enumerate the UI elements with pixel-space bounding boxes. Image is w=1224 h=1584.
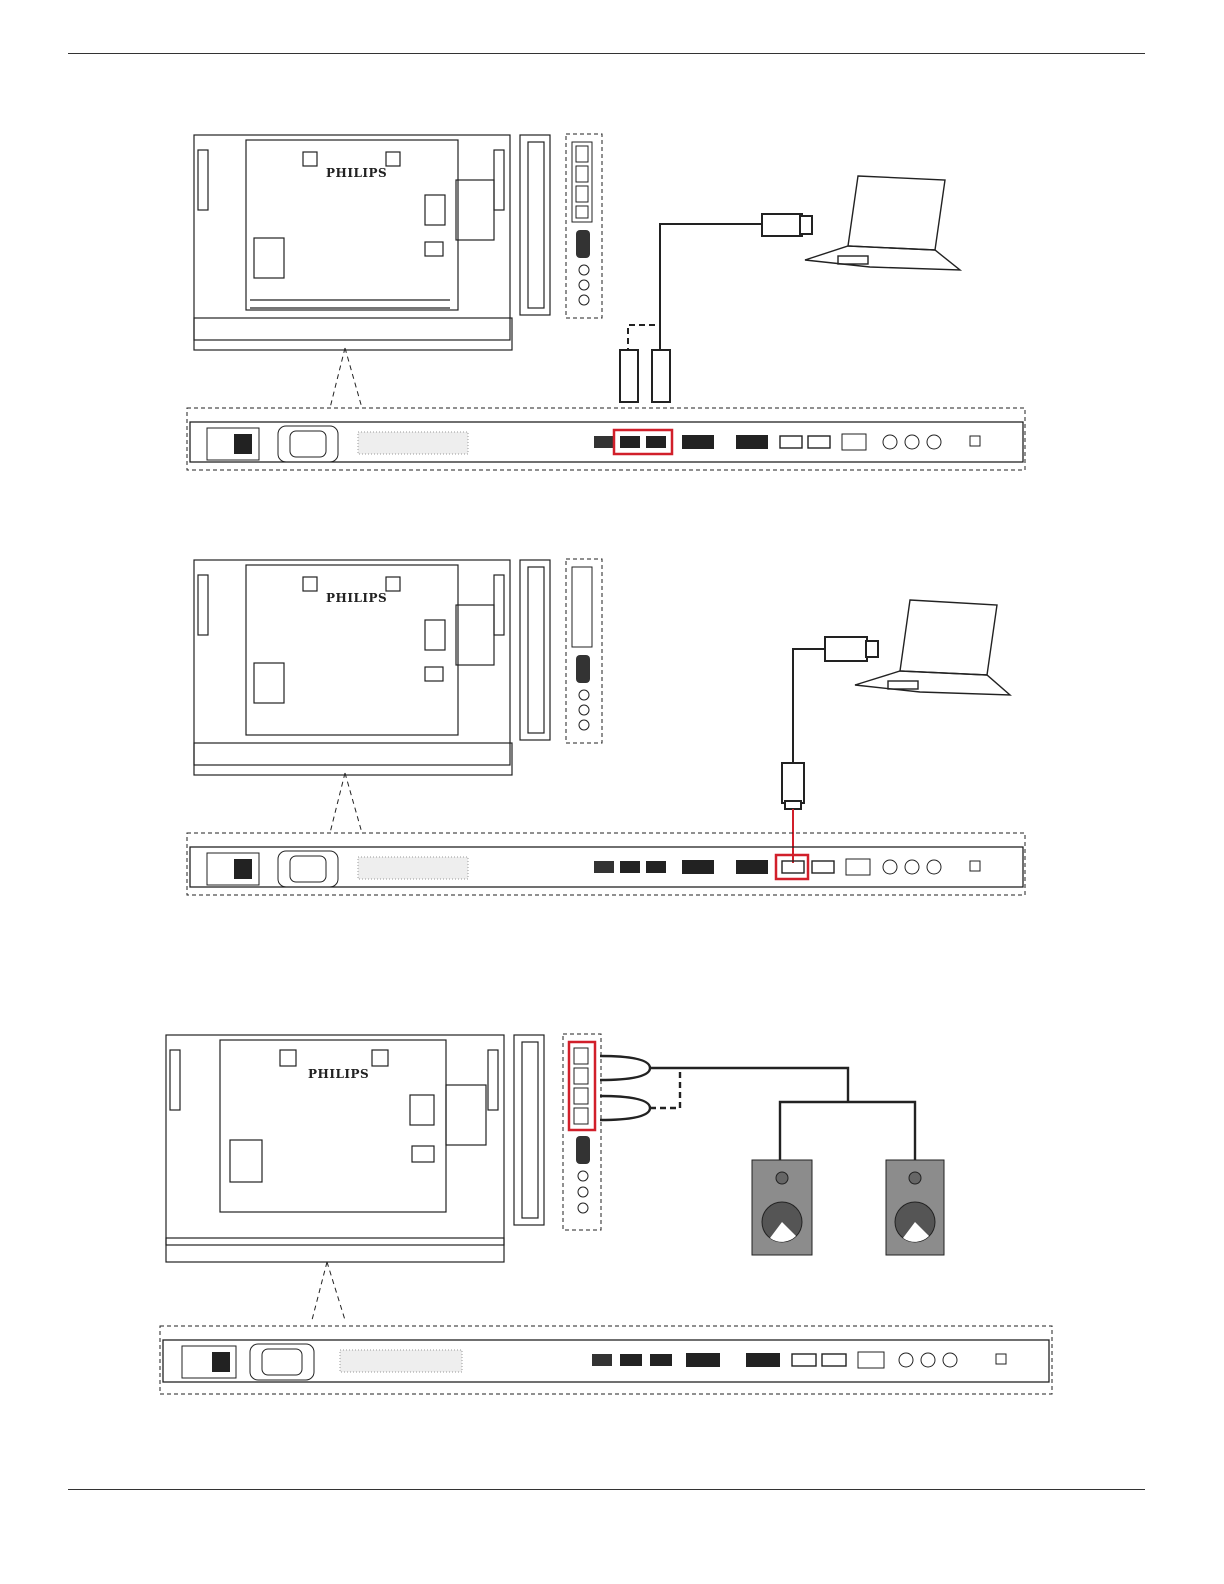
external-speaker-connection-diagram xyxy=(0,1020,1224,1400)
hdmi-connection-diagram xyxy=(0,120,1224,480)
displayport-cable xyxy=(782,637,878,809)
bottom-connector-panel xyxy=(187,773,1025,895)
bottom-connector-panel xyxy=(160,1262,1052,1394)
brand-logo: PHILIPS xyxy=(326,166,388,180)
right-speaker-icon xyxy=(886,1160,944,1255)
header-rule xyxy=(68,53,1145,54)
displayport-connection-diagram xyxy=(0,545,1224,905)
side-panel-detail xyxy=(566,134,602,318)
left-speaker-icon xyxy=(752,1160,812,1255)
display-side-view xyxy=(520,560,550,740)
brand-logo: PHILIPS xyxy=(326,591,388,605)
laptop-icon xyxy=(805,176,960,270)
display-side-view xyxy=(514,1035,544,1225)
speaker-terminal-highlight xyxy=(569,1042,595,1130)
brand-logo: PHILIPS xyxy=(308,1067,370,1081)
footer-rule xyxy=(68,1489,1145,1490)
side-panel-detail xyxy=(566,559,602,743)
bottom-connector-panel xyxy=(187,348,1025,470)
side-panel-detail xyxy=(563,1034,601,1230)
hdmi-cable xyxy=(620,214,812,402)
display-side-view xyxy=(520,135,550,315)
